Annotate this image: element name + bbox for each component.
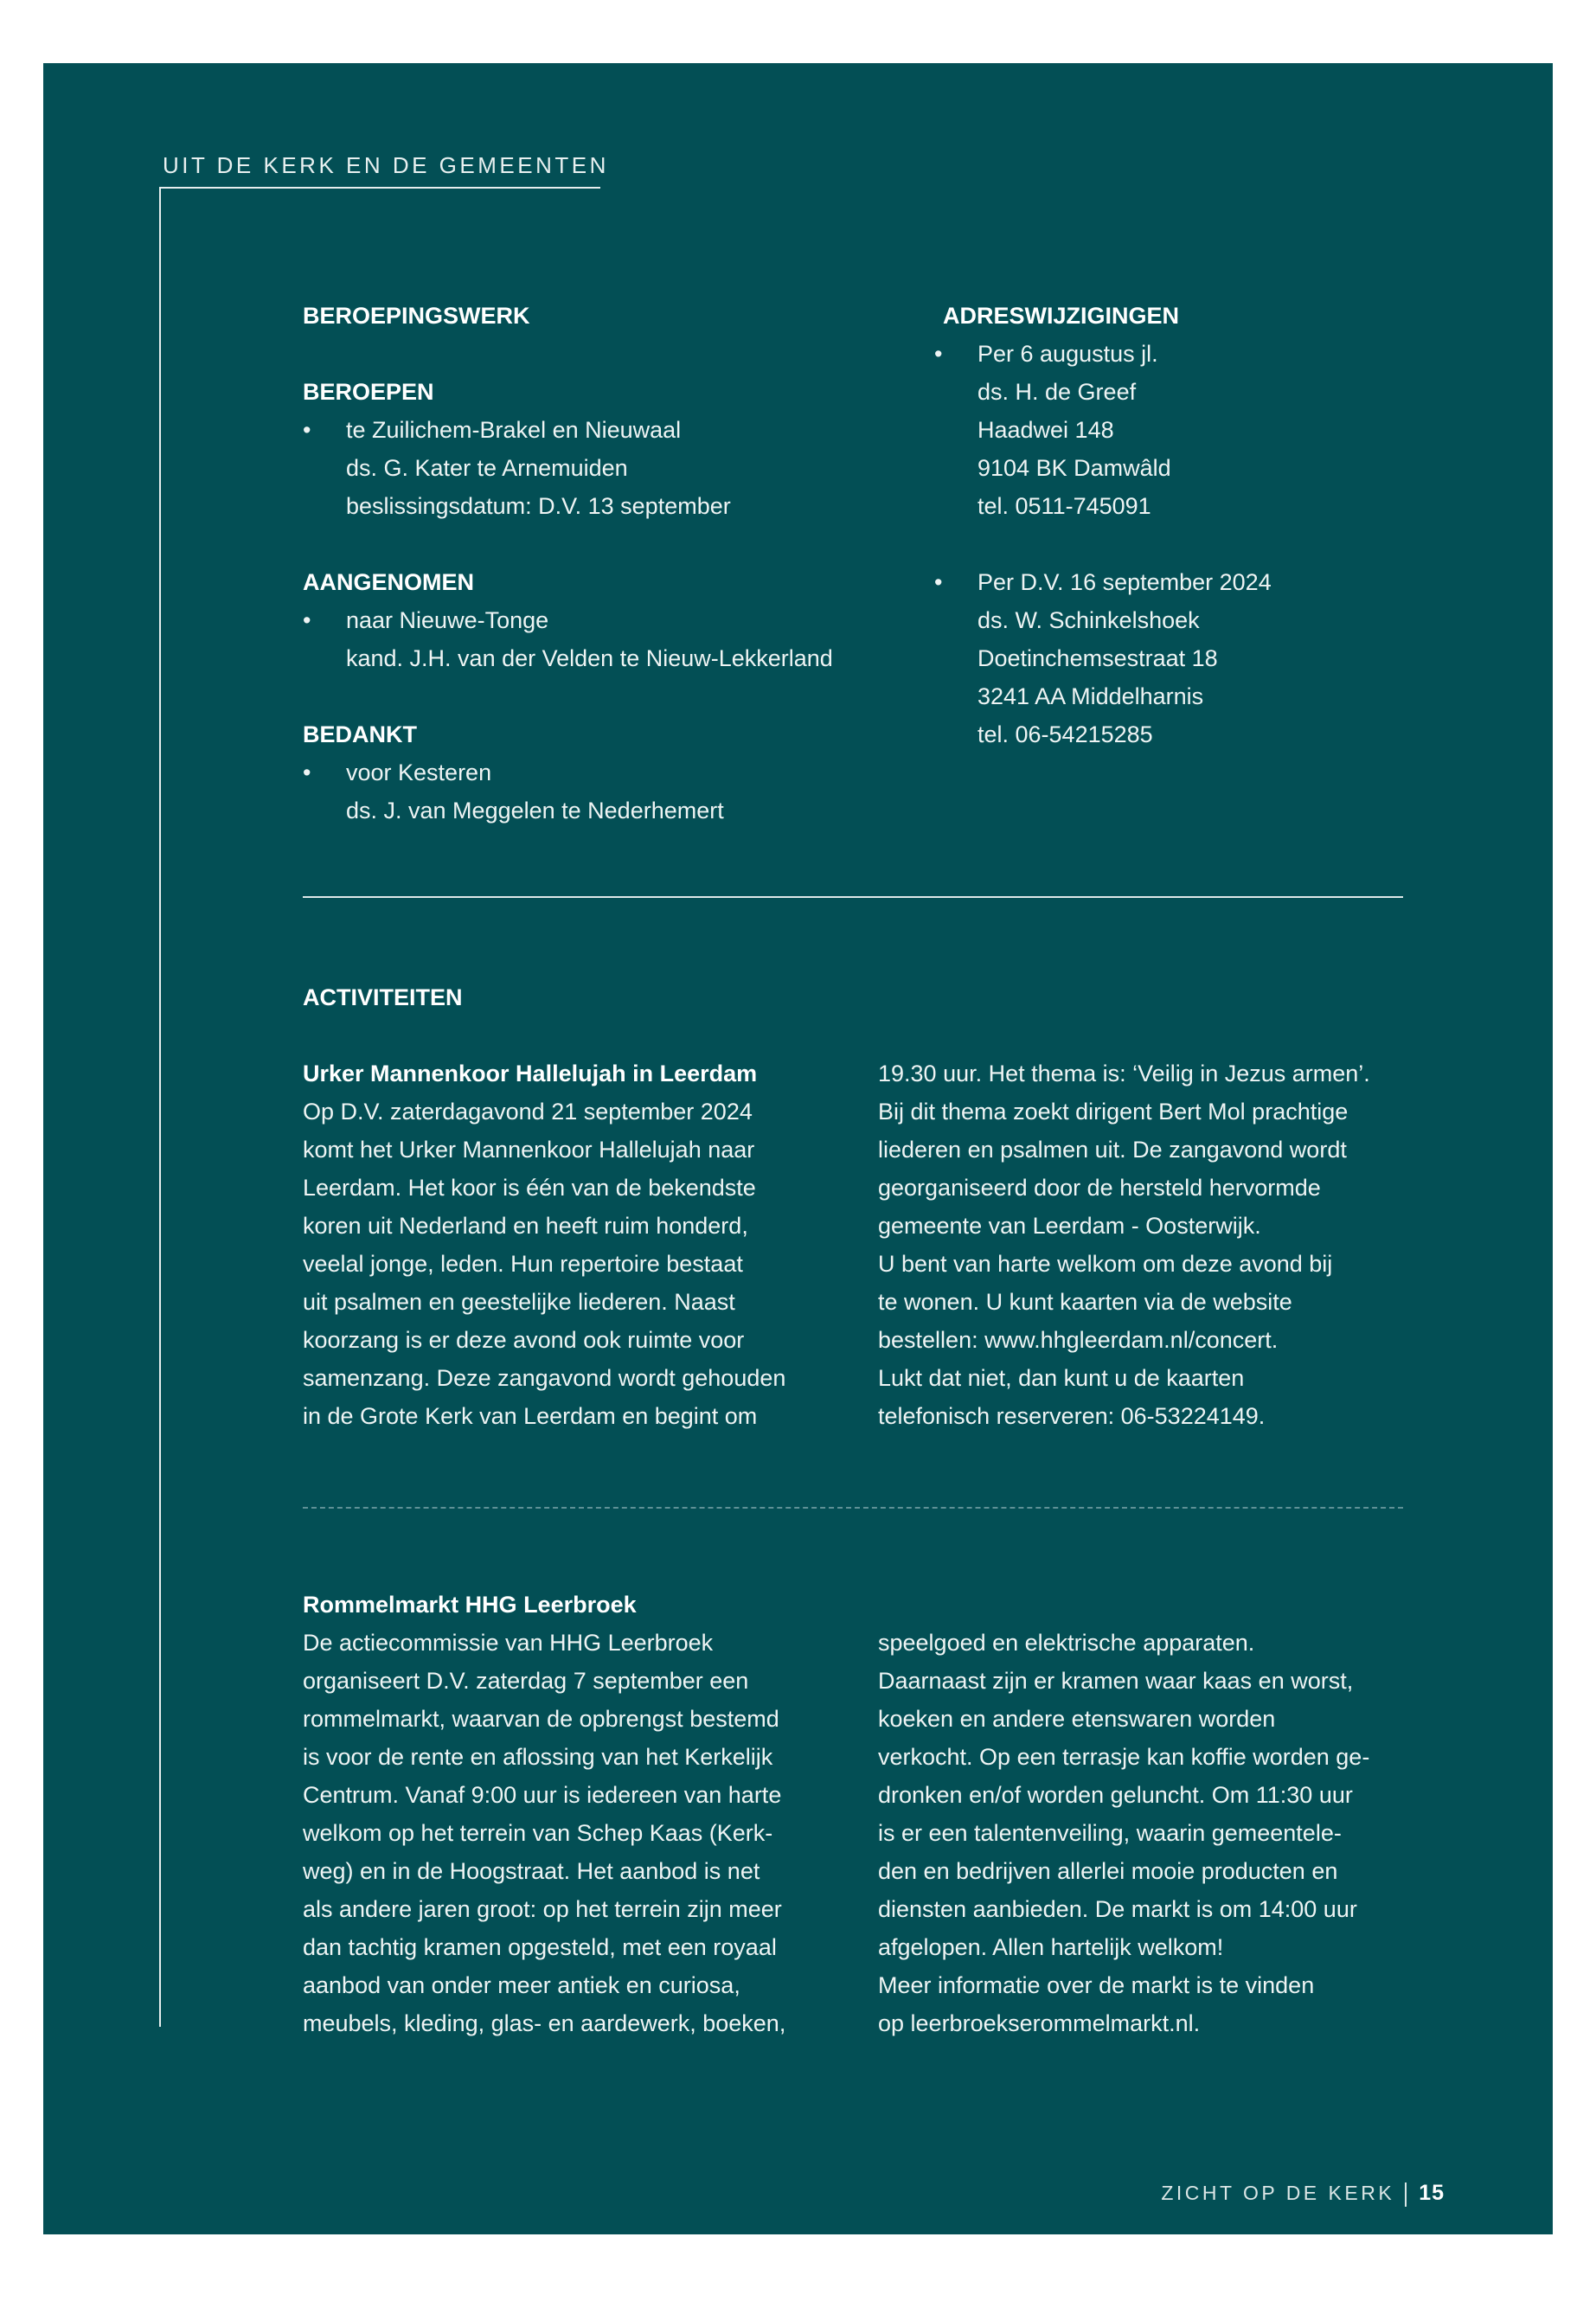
article-line: veelal jonge, leden. Hun repertoire bestaat — [303, 1251, 743, 1277]
article-line: als andere jaren groot: op het terrein zijn meer — [303, 1896, 782, 1922]
item-line: beslissingsdatum: D.V. 13 september — [346, 493, 731, 519]
article-line: dronken en/of worden geluncht. Om 11:30 uur — [878, 1782, 1353, 1808]
article-line: uit psalmen en geestelijke liederen. Naast — [303, 1289, 735, 1315]
article-title: Rommelmarkt HHG Leerbroek — [303, 1592, 637, 1618]
item-line: naar Nieuwe-Tonge — [346, 607, 549, 633]
article-line: rommelmarkt, waarvan de opbrengst bestemd — [303, 1706, 779, 1732]
article-line: meubels, kleding, glas- en aardewerk, boeken, — [303, 2010, 786, 2036]
article-line: aanbod van onder meer antiek en curiosa, — [303, 1972, 740, 1998]
article-line: afgelopen. Allen hartelijk welkom! — [878, 1934, 1224, 1960]
bullet: • — [934, 569, 943, 595]
bullet: • — [303, 760, 311, 785]
address-line: ds. W. Schinkelshoek — [977, 607, 1200, 633]
item-line: ds. J. van Meggelen te Nederhemert — [346, 798, 724, 824]
article-line: op leerbroekserommelmarkt.nl. — [878, 2010, 1201, 2036]
article-line: Daarnaast zijn er kramen waar kaas en worst, — [878, 1668, 1354, 1694]
article-line: bestellen: www.hhgleerdam.nl/concert. — [878, 1327, 1279, 1353]
address-line: ds. H. de Greef — [977, 379, 1137, 405]
beroepingswerk-heading: BEROEPINGSWERK — [303, 303, 530, 329]
margin-rule — [159, 187, 161, 2027]
article-line: komt het Urker Mannenkoor Hallelujah naar — [303, 1137, 755, 1163]
article-line: verkocht. Op een terrasje kan koffie worden ge- — [878, 1744, 1370, 1770]
item-line: te Zuilichem-Brakel en Nieuwaal — [346, 417, 682, 443]
article-line: in de Grote Kerk van Leerdam en begint om — [303, 1403, 758, 1429]
beroepen-heading: BEROEPEN — [303, 379, 434, 405]
article-line: organiseert D.V. zaterdag 7 september een — [303, 1668, 749, 1694]
article-line: speelgoed en elektrische apparaten. — [878, 1630, 1255, 1656]
address-line: Doetinchemsestraat 18 — [977, 645, 1218, 671]
article-line: De actiecommissie van HHG Leerbroek — [303, 1630, 714, 1656]
beroepen-item — [303, 411, 960, 525]
bullet: • — [303, 417, 311, 443]
article-line: koeken en andere etenswaren worden — [878, 1706, 1276, 1732]
article-line: Bij dit thema zoekt dirigent Bert Mol prachtige — [878, 1099, 1349, 1125]
article-line: welkom op het terrein van Schep Kaas (Kerk- — [303, 1820, 773, 1846]
address-line: 3241 AA Middelharnis — [977, 683, 1204, 709]
item-line: ds. G. Kater te Arnemuiden — [346, 455, 628, 481]
article-line: liederen en psalmen uit. De zangavond wordt — [878, 1137, 1347, 1163]
article-line: te wonen. U kunt kaarten via de website — [878, 1289, 1292, 1315]
address-line: Per 6 augustus jl. — [977, 341, 1158, 367]
article-line: Op D.V. zaterdagavond 21 september 2024 — [303, 1099, 753, 1125]
article-line: dan tachtig kramen opgesteld, met een royaal — [303, 1934, 777, 1960]
article-line: gemeente van Leerdam - Oosterwijk. — [878, 1213, 1261, 1239]
section-divider — [303, 896, 1403, 898]
article-line: is er een talentenveiling, waarin gemeentele- — [878, 1820, 1342, 1846]
address-line: Haadwei 148 — [977, 417, 1114, 443]
beroepingswerk-column — [303, 297, 960, 830]
article-line: den en bedrijven allerlei mooie producten en — [878, 1858, 1338, 1884]
bullet: • — [934, 341, 943, 367]
article-line: 19.30 uur. Het thema is: ‘Veilig in Jezus armen’. — [878, 1061, 1370, 1086]
article-line: Leerdam. Het koor is één van de bekendste — [303, 1175, 756, 1201]
activiteiten-left-column — [303, 978, 856, 1435]
article-line: weg) en in de Hoogstraat. Het aanbod is net — [303, 1858, 760, 1884]
article-line: diensten aanbieden. De markt is om 14:00 uur — [878, 1896, 1357, 1922]
item-line: kand. J.H. van der Velden te Nieuw-Lekkerland — [346, 645, 833, 671]
adreswijzigingen-column — [934, 297, 1453, 753]
article-line: telefonisch reserveren: 06-53224149. — [878, 1403, 1266, 1429]
page-number: 15 — [1419, 2181, 1445, 2205]
article-line: koorzang is er deze avond ook ruimte voor — [303, 1327, 745, 1353]
section-label: UIT DE KERK EN DE GEMEENTEN — [163, 152, 609, 178]
aangenomen-heading: AANGENOMEN — [303, 569, 475, 595]
bedankt-heading: BEDANKT — [303, 721, 417, 747]
magazine-page — [43, 63, 1553, 2234]
aangenomen-item — [303, 601, 960, 677]
article-left-column — [303, 1586, 856, 2042]
article-title: Urker Mannenkoor Hallelujah in Leerdam — [303, 1061, 758, 1086]
article-line: is voor de rente en aflossing van het Kerkelijk — [303, 1744, 773, 1770]
address-line: tel. 06-54215285 — [977, 721, 1153, 747]
publication-name: ZICHT OP DE KERK — [1161, 2182, 1395, 2204]
bullet: • — [303, 607, 311, 633]
article-right-column — [878, 1624, 1449, 2042]
address-line: Per D.V. 16 september 2024 — [977, 569, 1272, 595]
footer-separator — [1405, 2182, 1407, 2207]
article-line: georganiseerd door de hersteld hervormde — [878, 1175, 1321, 1201]
article-line: Meer informatie over de markt is te vinden — [878, 1972, 1315, 1998]
article-line: U bent van harte welkom om deze avond bij — [878, 1251, 1333, 1277]
item-line: voor Kesteren — [346, 760, 492, 785]
article-line: samenzang. Deze zangavond wordt gehouden — [303, 1365, 786, 1391]
page-footer — [1161, 2181, 1445, 2207]
section-label-rule — [159, 187, 600, 189]
address-line: 9104 BK Damwâld — [977, 455, 1171, 481]
activiteiten-heading: ACTIVITEITEN — [303, 984, 463, 1010]
article-line: Lukt dat niet, dan kunt u de kaarten — [878, 1365, 1245, 1391]
address-entry — [934, 335, 1453, 525]
adreswijzigingen-heading: ADRESWIJZIGINGEN — [943, 303, 1180, 329]
bedankt-item — [303, 753, 960, 830]
article-line: koren uit Nederland en heeft ruim honderd, — [303, 1213, 748, 1239]
article-right-column — [878, 1054, 1432, 1435]
address-line: tel. 0511-745091 — [977, 493, 1151, 519]
address-entry — [934, 563, 1453, 753]
article-line: Centrum. Vanaf 9:00 uur is iedereen van harte — [303, 1782, 782, 1808]
article-divider — [303, 1507, 1403, 1509]
